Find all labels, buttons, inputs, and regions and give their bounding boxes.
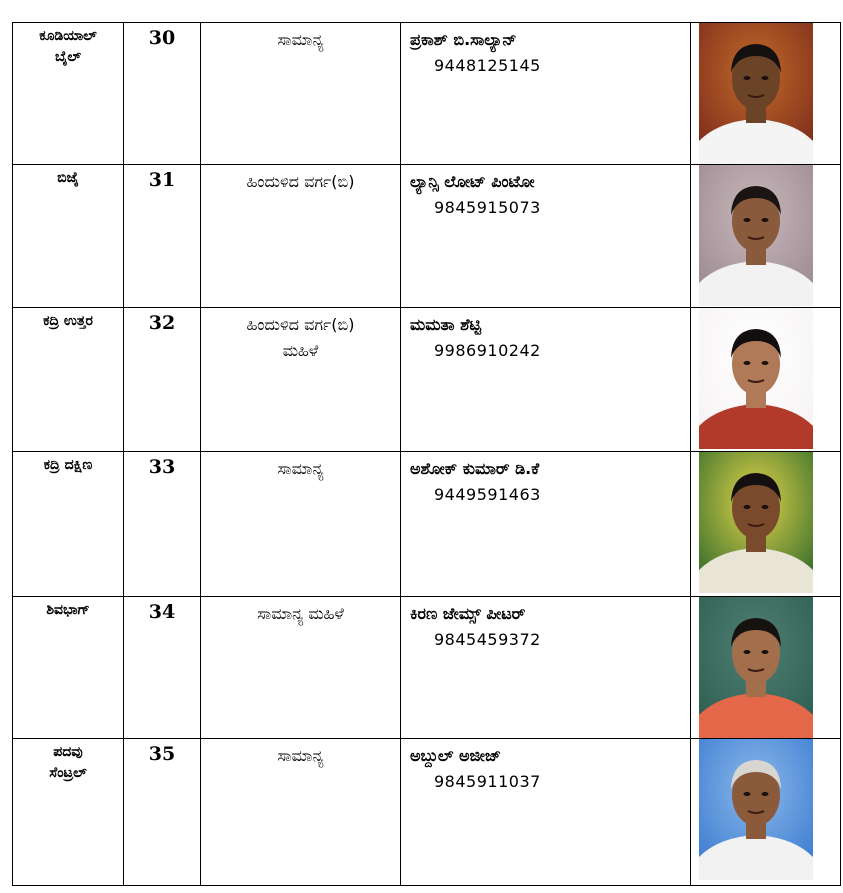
candidate-cell bbox=[401, 308, 691, 452]
candidate-cell bbox=[401, 739, 691, 886]
candidate-photo bbox=[699, 597, 813, 738]
candidate-photo-cell bbox=[691, 308, 841, 452]
reservation-category-cell bbox=[201, 165, 401, 308]
ward-name-cell bbox=[13, 23, 124, 165]
candidate-phone: 9449591463 bbox=[434, 485, 541, 504]
table-row bbox=[13, 308, 841, 452]
candidate-name: ಕಿರಣ ಜೇಮ್ಸ್ ಪೀಟರ್ bbox=[410, 604, 526, 623]
candidate-cell bbox=[401, 452, 691, 597]
candidate-photo bbox=[699, 165, 813, 306]
candidate-photo-cell bbox=[691, 452, 841, 597]
candidate-photo-cell bbox=[691, 165, 841, 308]
table-body bbox=[13, 23, 841, 886]
candidate-name: ಅಶೋಕ್ ಕುಮಾರ್ ಡಿ.ಕೆ bbox=[410, 459, 540, 478]
table-row bbox=[13, 23, 841, 165]
candidate-photo-cell bbox=[691, 739, 841, 886]
candidate-name: ಲ್ಯಾನ್ಸಿ ಲೋಟ್ ಪಿಂಟೋ bbox=[410, 172, 535, 191]
ward-name-cell bbox=[13, 739, 124, 886]
ward-candidates-table bbox=[12, 22, 841, 886]
ward-name-cell bbox=[13, 452, 124, 597]
portrait-icon bbox=[699, 739, 813, 880]
candidate-photo bbox=[699, 308, 813, 449]
ward-name: ಕೂಡಿಯಾಲ್ bbox=[39, 28, 97, 44]
candidate-photo bbox=[699, 23, 813, 164]
reservation-category-cell bbox=[201, 597, 401, 739]
table-row bbox=[13, 165, 841, 308]
reservation-category: ಹಿಂದುಳಿದ ವರ್ಗ(ಬಿ) bbox=[246, 172, 355, 191]
ward-number: 34 bbox=[148, 601, 176, 623]
ward-number: 30 bbox=[148, 27, 176, 49]
reservation-category: ಮಹಿಳೆ bbox=[282, 341, 319, 360]
candidate-cell bbox=[401, 597, 691, 739]
ward-name: ಬೈಲ್ bbox=[54, 49, 82, 65]
portrait-icon bbox=[699, 597, 813, 738]
candidate-phone: 9448125145 bbox=[434, 56, 541, 75]
candidate-phone: 9845459372 bbox=[434, 630, 541, 649]
ward-name: ಸೆಂಟ್ರಲ್ bbox=[49, 765, 87, 781]
candidate-cell bbox=[401, 165, 691, 308]
reservation-category-cell bbox=[201, 739, 401, 886]
reservation-category-cell bbox=[201, 452, 401, 597]
ward-number: 31 bbox=[148, 169, 176, 191]
candidate-cell bbox=[401, 23, 691, 165]
ward-number-cell bbox=[124, 165, 201, 308]
ward-name: ಕದ್ರಿ ದಕ್ಷಿಣ bbox=[43, 457, 93, 473]
ward-number: 33 bbox=[148, 456, 176, 478]
ward-number: 32 bbox=[148, 312, 176, 334]
reservation-category-cell bbox=[201, 308, 401, 452]
ward-number-cell bbox=[124, 739, 201, 886]
candidate-photo bbox=[699, 452, 813, 593]
ward-number-cell bbox=[124, 308, 201, 452]
ward-name-cell bbox=[13, 308, 124, 452]
reservation-category-cell bbox=[201, 23, 401, 165]
ward-number-cell bbox=[124, 597, 201, 739]
reservation-category: ಹಿಂದುಳಿದ ವರ್ಗ(ಬಿ) bbox=[246, 315, 355, 334]
candidate-name: ಪ್ರಕಾಶ್ ಬಿ.ಸಾಲ್ಯಾನ್ bbox=[410, 30, 517, 49]
portrait-icon bbox=[699, 165, 813, 306]
ward-number: 35 bbox=[148, 743, 176, 765]
reservation-category: ಸಾಮಾನ್ಯ bbox=[277, 30, 324, 49]
portrait-icon bbox=[699, 23, 813, 164]
ward-number-cell bbox=[124, 452, 201, 597]
candidate-photo-cell bbox=[691, 23, 841, 165]
candidate-name: ಮಮತಾ ಶೆಟ್ಟಿ bbox=[410, 315, 482, 334]
ward-name: ಕದ್ರಿ ಉತ್ತರ bbox=[43, 313, 93, 329]
ward-name: ಪದವು bbox=[53, 744, 83, 760]
reservation-category: ಸಾಮಾನ್ಯ bbox=[277, 459, 324, 478]
candidate-phone: 9845915073 bbox=[434, 198, 541, 217]
reservation-category: ಸಾಮಾನ್ಯ bbox=[277, 746, 324, 765]
ward-number-cell bbox=[124, 23, 201, 165]
table-row bbox=[13, 739, 841, 886]
table-row bbox=[13, 452, 841, 597]
candidate-phone: 9986910242 bbox=[434, 341, 541, 360]
portrait-icon bbox=[699, 308, 813, 449]
table-row bbox=[13, 597, 841, 739]
reservation-category: ಸಾಮಾನ್ಯ ಮಹಿಳೆ bbox=[257, 604, 344, 623]
ward-name: ಬಿಜೈ bbox=[57, 170, 79, 186]
candidate-phone: 9845911037 bbox=[434, 772, 541, 791]
ward-name-cell bbox=[13, 165, 124, 308]
portrait-icon bbox=[699, 452, 813, 593]
ward-name-cell bbox=[13, 597, 124, 739]
candidate-photo bbox=[699, 739, 813, 880]
ward-name: ಶಿವಭಾಗ್ bbox=[46, 602, 90, 618]
candidate-name: ಅಬ್ದುಲ್ ಅಜೀಜ್ bbox=[410, 746, 501, 765]
candidate-photo-cell bbox=[691, 597, 841, 739]
